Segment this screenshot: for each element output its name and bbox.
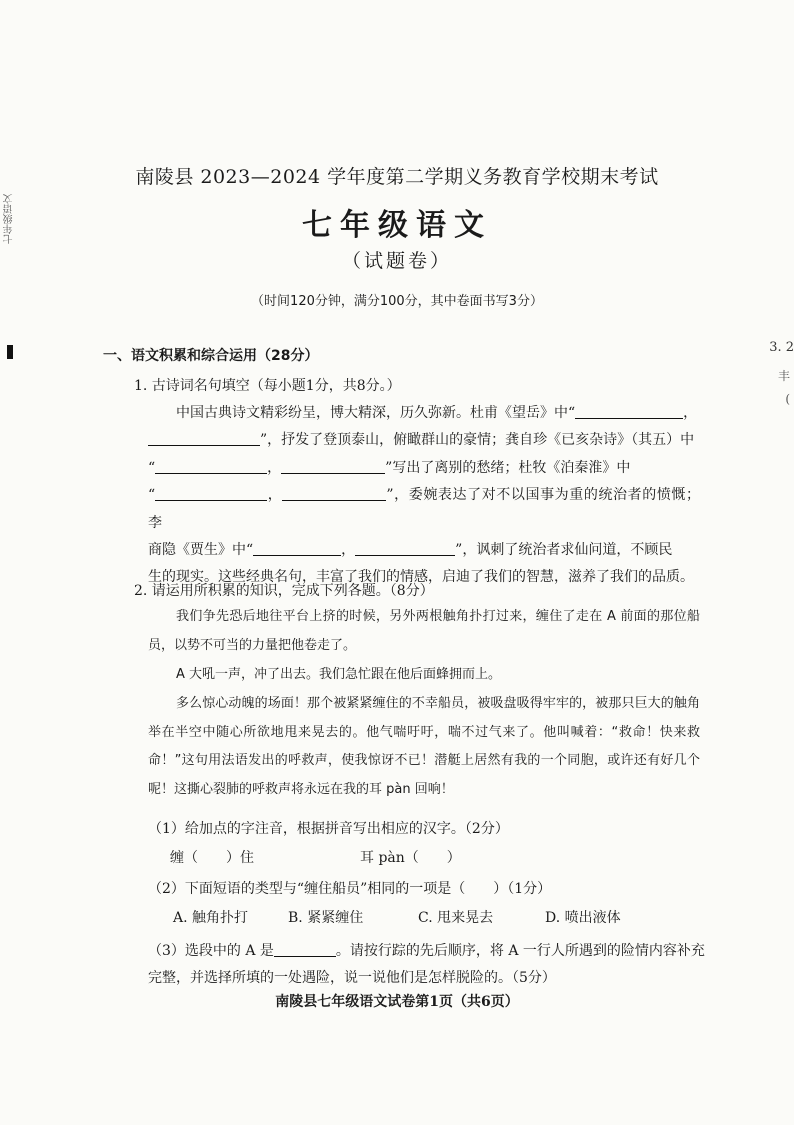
pinyin-item-1: 缠（ ）住 — [170, 850, 254, 866]
answer-blank[interactable] — [274, 942, 336, 957]
question-1-body: 中国古典诗文精彩纷呈，博大精深，历久弥新。杜甫《望岳》中“ ， ”，抒发了登顶泰山，俯瞰群山的豪情；龚自珍《已亥杂诗》（其五）中 “ ， ”写出了离别的愁绪；杜牧《泊秦淮》中 “ ， ”，委婉表达了对不以国事为重的统治者的愤慨；李 商隐《贾生》中“ ， ”，讽刺了统治者求仙问道，不顾民 生的现实。这些经典名句，丰富了我们的情感，启迪了我们的智慧，滋养了我们的品质。 — [148, 405, 701, 586]
margin-marker — [7, 345, 13, 359]
exam-header: 南陵县 2023—2024 学年度第二学期义务教育学校期末考试 — [135, 166, 659, 188]
exam-note: （时间120分钟，满分100分，其中卷面书写3分） — [251, 294, 543, 309]
passage-paragraph-2: A 大吼一声，冲了出去。我们急忙跟在他后面蜂拥而上。 — [176, 667, 502, 682]
next-page-fragment-2: 丰 — [777, 369, 790, 383]
option-c[interactable]: C. 甩来晃去 — [418, 910, 494, 926]
sub-question-3: （3）选段中的 A 是 。请按行踪的先后顺序，将 A 一行人所遇到的险情内容补充完整，并选择所填的一处遇险，说一说他们是怎样脱险的。（5分） — [148, 943, 705, 986]
answer-blank[interactable] — [148, 431, 260, 446]
passage-paragraph-3: 多么惊心动魄的场面！那个被紧紧缠住的不幸船员，被吸盘吸得牢牢的，被那只巨大的触角举在半空中随心所欲地甩来晃去的。他气喘吁吁，喘不过气来了。他叫喊着：“救命！快来救命！”这句用法语发出的呼救声，使我惊讶不已！潜艇上居然有我的一个同胞，或许还有好几个呢！这撕心裂肺的呼救声将永远在我的耳 pàn 回响！ — [148, 696, 700, 797]
answer-blank[interactable] — [575, 404, 683, 419]
sub-question-2: （2）下面短语的类型与“缠住船员”相同的一项是（ ）（1分） — [148, 881, 552, 897]
option-d[interactable]: D. 喷出液体 — [545, 910, 621, 926]
page-subtitle: （试题卷） — [341, 250, 452, 272]
option-a[interactable]: A. 触角扑打 — [173, 910, 249, 926]
page-title: 七年级语文 — [302, 208, 492, 243]
section-heading: 一、语文积累和综合运用（28分） — [103, 348, 319, 364]
answer-blank[interactable] — [253, 541, 341, 556]
answer-blank[interactable] — [282, 486, 386, 501]
question-1-label: 1. 古诗词名句填空（每小题1分，共8分。） — [134, 378, 401, 394]
passage-paragraph-1: 我们争先恐后地往平台上挤的时候，另外两根触角扑打过来，缠住了走在 A 前面的那位船员，以势不可当的力量把他卷走了。 — [148, 609, 700, 653]
question-2-label: 2. 请运用所积累的知识，完成下列各题。（8分） — [134, 583, 434, 599]
answer-blank[interactable] — [281, 459, 385, 474]
side-margin-note: 七年级语文 — [4, 194, 15, 244]
next-page-fragment: 3. 2 — [769, 340, 794, 355]
option-b[interactable]: B. 紧紧缠住 — [288, 910, 364, 926]
answer-blank[interactable] — [155, 459, 267, 474]
sub-question-1: （1）给加点的字注音，根据拼音写出相应的汉字。（2分） — [148, 821, 509, 837]
next-page-fragment-3: ( — [785, 392, 790, 406]
pinyin-item-2: 耳 pàn（ ） — [360, 850, 461, 866]
answer-blank[interactable] — [155, 486, 267, 501]
answer-blank[interactable] — [355, 541, 455, 556]
page-footer: 南陵县七年级语文试卷第1页（共6页） — [275, 994, 519, 1010]
